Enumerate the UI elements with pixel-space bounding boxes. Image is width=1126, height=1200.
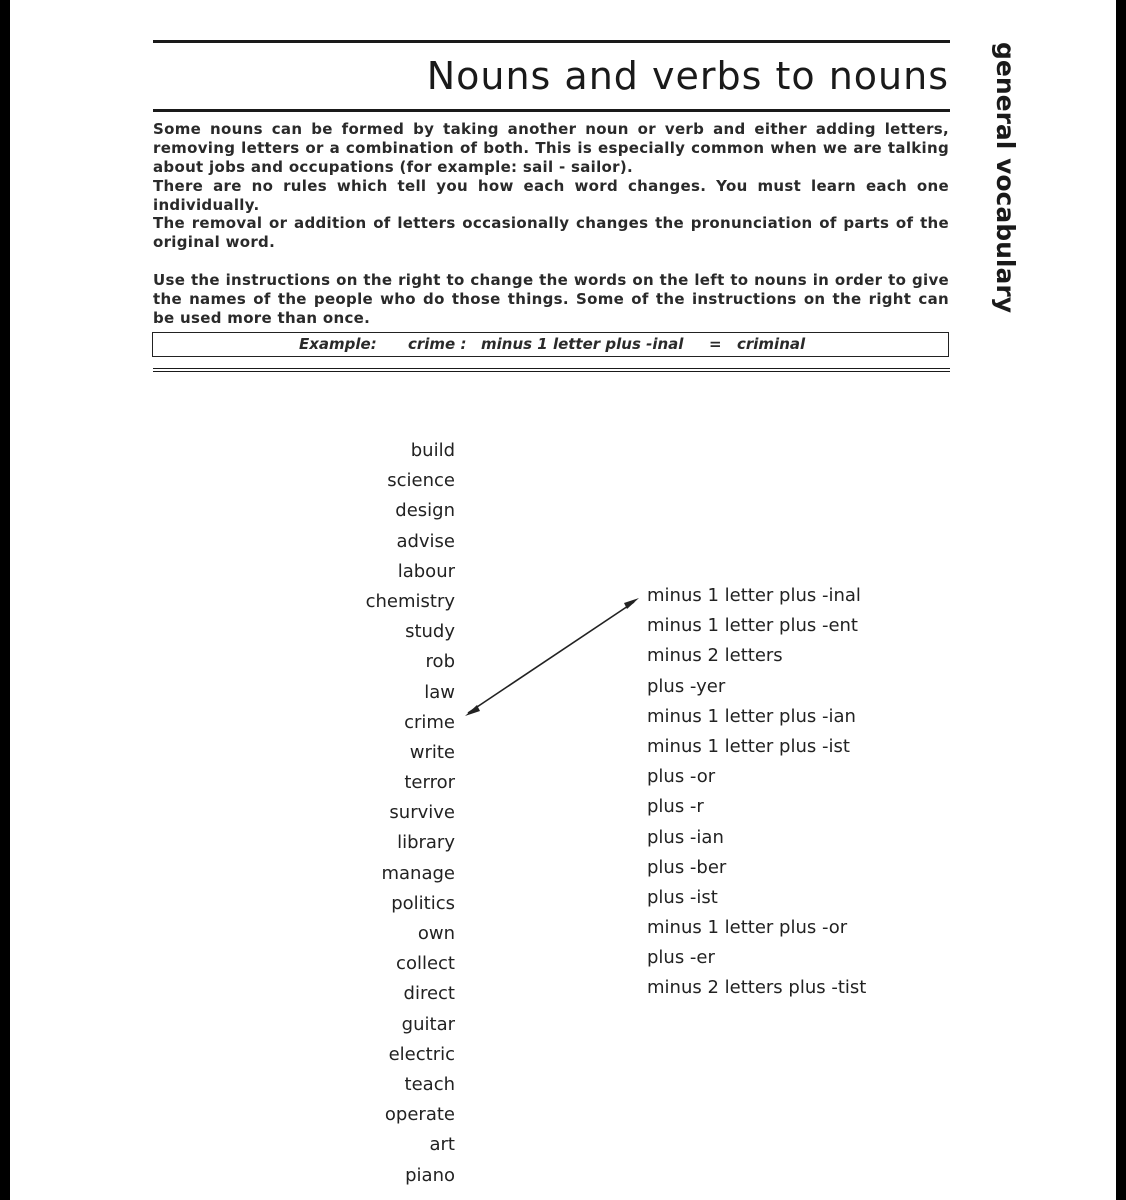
instruction-item: plus -yer [647,675,726,697]
word-item: chemistry [365,590,455,612]
word-item: teach [404,1073,455,1095]
word-item: terror [404,772,455,794]
intro-paragraph: The removal or addition of letters occasionally changes the pronunciation of parts of the original word. [153,214,949,251]
example-result: criminal [737,335,806,353]
word-item: collect [396,953,455,975]
title-underline [153,109,950,112]
instruction-item: plus -ber [647,856,727,878]
section-label: general vocabulary [991,42,1020,313]
word-item: advise [396,530,455,552]
arrow-line [468,602,634,713]
example-equals: = [709,335,722,353]
task-instructions: Use the instructions on the right to change the words on the left to nouns in order to give the names of the people who do those things. Some of the instructions on the right can be used more than once. [153,271,949,327]
word-item: piano [405,1164,455,1186]
instruction-item: plus -or [647,766,716,788]
arrow-head-right [624,598,639,609]
section-divider [153,368,950,369]
instruction-list [647,581,947,1004]
instruction-item: plus -r [647,796,704,818]
word-item: rob [425,651,455,673]
instruction-item: plus -ian [647,826,724,848]
example-word: crime : [408,335,467,353]
word-item: own [417,923,455,944]
word-item: labour [397,560,455,582]
word-item: art [429,1134,455,1156]
word-item: survive [389,802,455,824]
word-list [310,436,455,1191]
word-item: politics [391,892,455,914]
instruction-item: minus 1 letter plus -inal [647,585,861,606]
arrow-head-left [465,705,480,716]
word-item: electric [388,1043,455,1065]
word-item: direct [403,983,455,1005]
word-item: study [405,621,455,643]
page-title: Nouns and verbs to nouns [426,54,949,98]
instruction-item: plus -ist [647,886,718,908]
example-rule: minus 1 letter plus -inal [481,335,684,353]
example-box [152,332,949,357]
instruction-item: minus 1 letter plus -ist [647,735,850,757]
word-item: design [395,500,455,522]
intro-paragraph: There are no rules which tell you how each word changes. You must learn each one individually. [153,177,949,214]
word-item: operate [384,1104,455,1126]
word-item: law [424,681,455,703]
word-item: guitar [401,1013,455,1035]
word-item: build [410,440,455,461]
word-item: write [409,741,455,763]
worksheet-page [10,0,1116,1200]
instruction-item: minus 2 letters [647,645,783,667]
instruction-item: minus 1 letter plus -ian [647,705,856,727]
top-rule [153,40,950,43]
example-label: Example: [299,335,377,353]
instruction-item: minus 1 letter plus -ent [647,615,858,637]
word-item: manage [381,862,455,884]
intro-paragraph: Some nouns can be formed by taking another noun or verb and either adding letters, removing letters or a combination of both. This is especially common when we are talking about jobs and occupations (for example: sail - sailor). [153,120,949,176]
instruction-item: minus 1 letter plus -or [647,917,848,939]
word-item: science [387,470,455,492]
instruction-item: plus -er [647,947,715,969]
section-divider [153,371,950,372]
word-item: crime [404,711,455,733]
word-item: library [397,832,455,854]
instruction-item: minus 2 letters plus -tist [647,977,867,999]
